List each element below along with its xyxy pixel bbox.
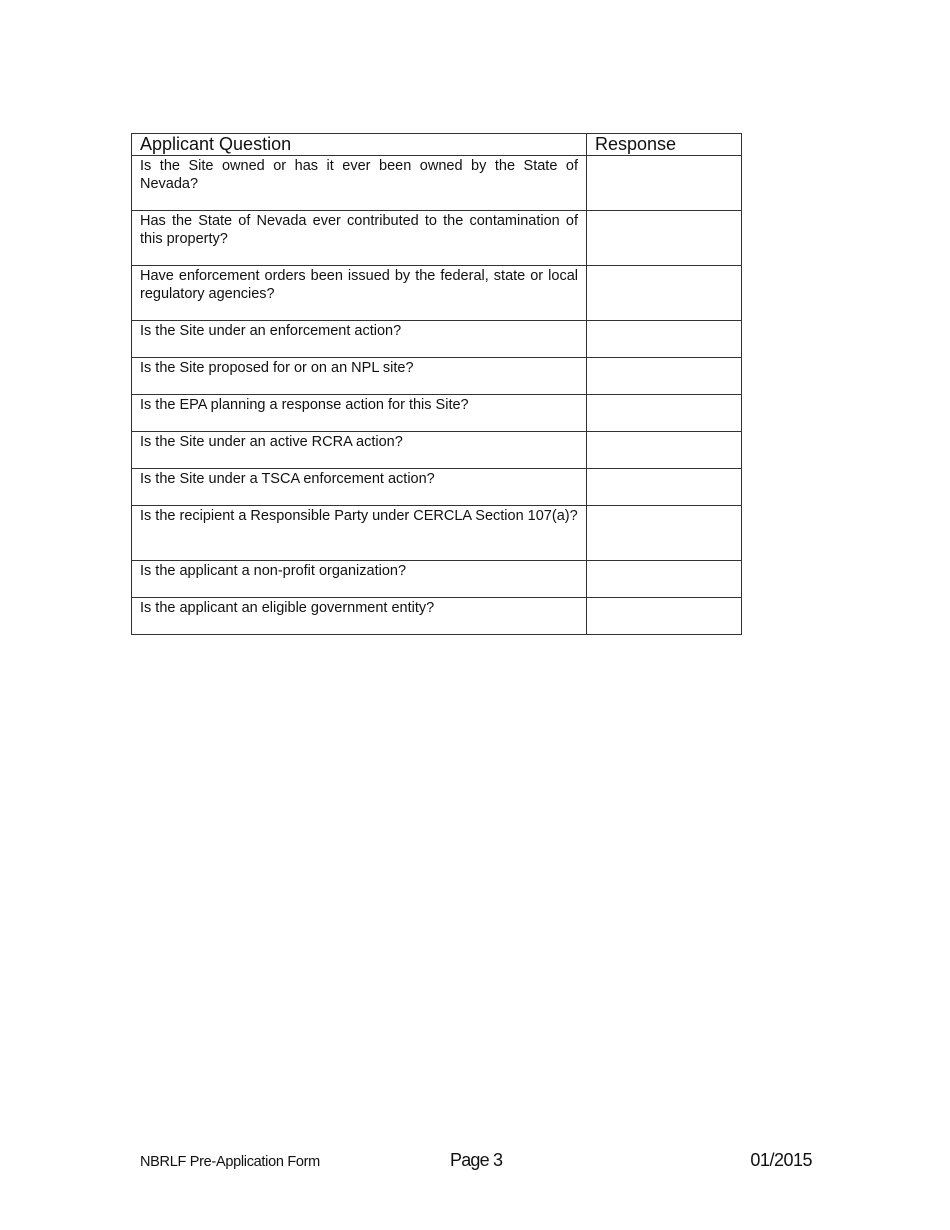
table-header-row xyxy=(132,134,742,156)
response-cell[interactable] xyxy=(587,395,742,432)
response-cell[interactable] xyxy=(587,561,742,598)
applicant-questions-table xyxy=(131,133,742,635)
footer-form-name: NBRLF Pre-Application Form xyxy=(140,1154,320,1170)
question-cell: Is the applicant an eligible government entity? xyxy=(132,598,587,635)
question-cell: Is the applicant a non-profit organization? xyxy=(132,561,587,598)
question-cell: Is the Site proposed for or on an NPL site? xyxy=(132,358,587,395)
table-row xyxy=(132,395,742,432)
question-cell: Is the Site under an enforcement action? xyxy=(132,321,587,358)
table-row xyxy=(132,321,742,358)
table-row xyxy=(132,561,742,598)
response-cell[interactable] xyxy=(587,321,742,358)
response-cell[interactable] xyxy=(587,469,742,506)
question-cell: Is the Site under an active RCRA action? xyxy=(132,432,587,469)
footer-date: 01/2015 xyxy=(750,1150,812,1170)
table-row xyxy=(132,156,742,211)
question-cell: Is the recipient a Responsible Party under CERCLA Section 107(a)? xyxy=(132,506,587,561)
table-row xyxy=(132,506,742,561)
table-row xyxy=(132,266,742,321)
question-column-header: Applicant Question xyxy=(132,134,587,156)
table-row xyxy=(132,211,742,266)
response-cell[interactable] xyxy=(587,211,742,266)
response-cell[interactable] xyxy=(587,358,742,395)
response-cell[interactable] xyxy=(587,506,742,561)
response-cell[interactable] xyxy=(587,156,742,211)
response-cell[interactable] xyxy=(587,266,742,321)
response-column-header: Response xyxy=(587,134,742,156)
footer-page-number: Page 3 xyxy=(450,1150,503,1170)
question-cell: Have enforcement orders been issued by the federal, state or local regulatory agencies? xyxy=(132,266,587,321)
table-row xyxy=(132,598,742,635)
question-cell: Is the Site under a TSCA enforcement action? xyxy=(132,469,587,506)
table-row xyxy=(132,432,742,469)
question-cell: Has the State of Nevada ever contributed to the contamination of this property? xyxy=(132,211,587,266)
question-cell: Is the EPA planning a response action for this Site? xyxy=(132,395,587,432)
response-cell[interactable] xyxy=(587,598,742,635)
question-cell: Is the Site owned or has it ever been owned by the State of Nevada? xyxy=(132,156,587,211)
table-row xyxy=(132,358,742,395)
table-row xyxy=(132,469,742,506)
response-cell[interactable] xyxy=(587,432,742,469)
